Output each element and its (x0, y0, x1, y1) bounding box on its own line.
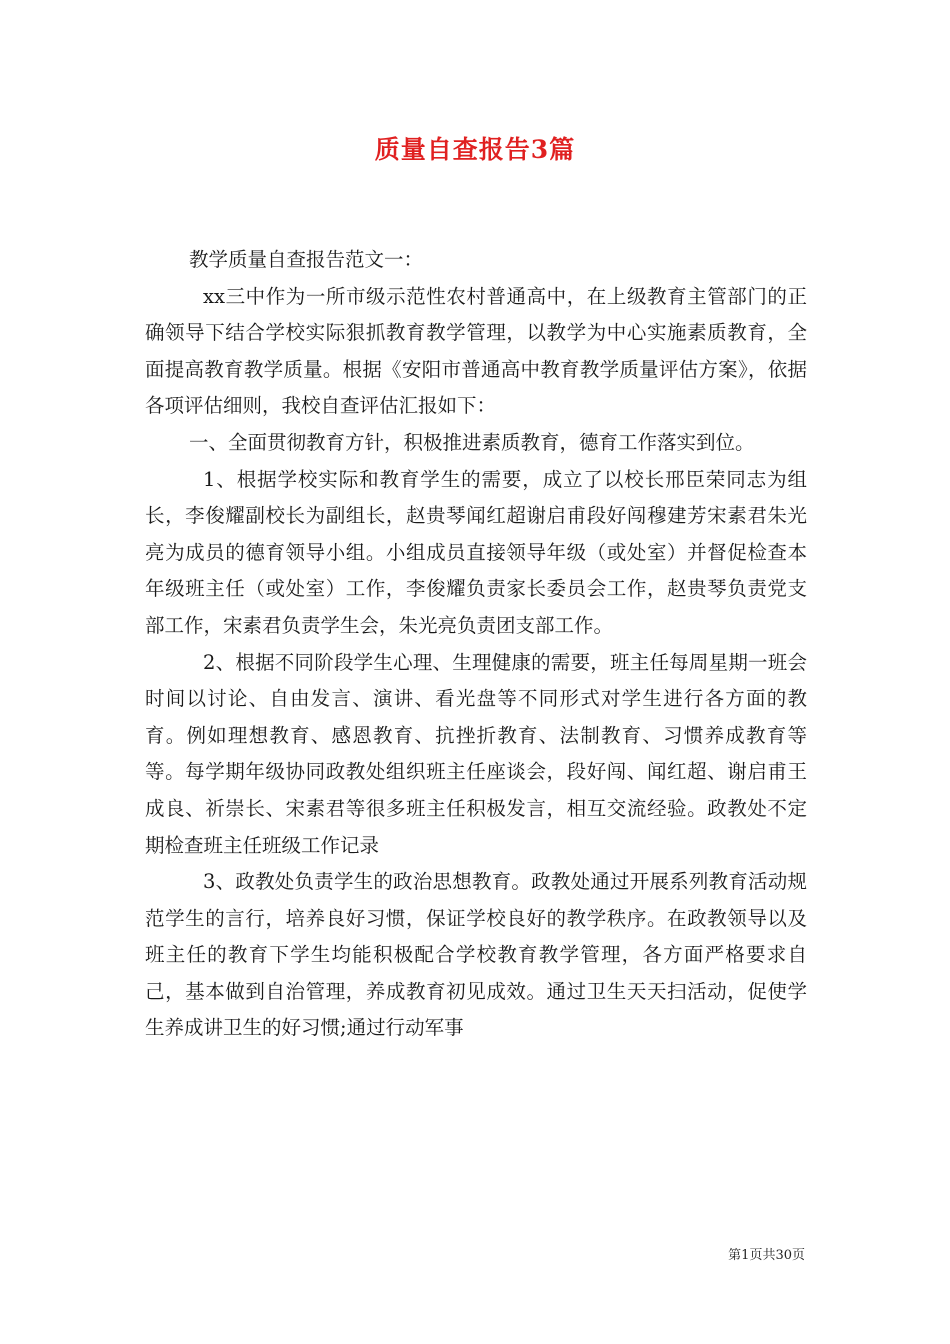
paragraph: xx三中作为一所市级示范性农村普通高中，在上级教育主管部门的正确领导下结合学校实际狠抓教育教学管理，以教学为中心实施素质教育，全面提高教育教学质量。根据《安阳市普通高中教育教学质量评估方案》，依据各项评估细则，我校自查评估汇报如下： (145, 284, 807, 418)
paragraph-section-heading: 一、全面贯彻教育方针，积极推进素质教育，德育工作落实到位。 (189, 430, 755, 454)
page-number: 第1页共30页 (728, 1248, 805, 1263)
paragraph: 2、根据不同阶段学生心理、生理健康的需要，班主任每周星期一班会时间以讨论、自由发言、演讲、看光盘等不同形式对学生进行各方面的教育。例如理想教育、感恩教育、抗挫折教育、法制教育、习惯养成教育等等。每学期年级协同政教处组织班主任座谈会，段好闯、闻红超、谢启甫王成良、祈崇长、宋素君等很多班主任积极发言，相互交流经验。政教处不定期检查班主任班级工作记录 (145, 650, 807, 857)
paragraph-heading: 教学质量自查报告范文一： (189, 248, 424, 271)
document-body (145, 242, 807, 1047)
document-title: 质量自查报告3篇 (374, 135, 576, 164)
paragraph: 3、政教处负责学生的政治思想教育。政教处通过开展系列教育活动规范学生的言行，培养良好习惯，保证学校良好的教学秩序。在政教领导以及班主任的教育下学生均能积极配合学校教育教学管理，各方面严格要求自己，基本做到自治管理，养成教育初见成效。通过卫生天天扫活动，促使学生养成讲卫生的好习惯;通过行动军事 (145, 870, 807, 1040)
paragraph: 1、根据学校实际和教育学生的需要，成立了以校长邢臣荣同志为组长，李俊耀副校长为副组长，赵贵琴闻红超谢启甫段好闯穆建芳宋素君朱光亮为成员的德育领导小组。小组成员直接领导年级（或处室）并督促检查本年级班主任（或处室）工作，李俊耀负责家长委员会工作，赵贵琴负责党支部工作，宋素君负责学生会，朱光亮负责团支部工作。 (145, 467, 807, 637)
